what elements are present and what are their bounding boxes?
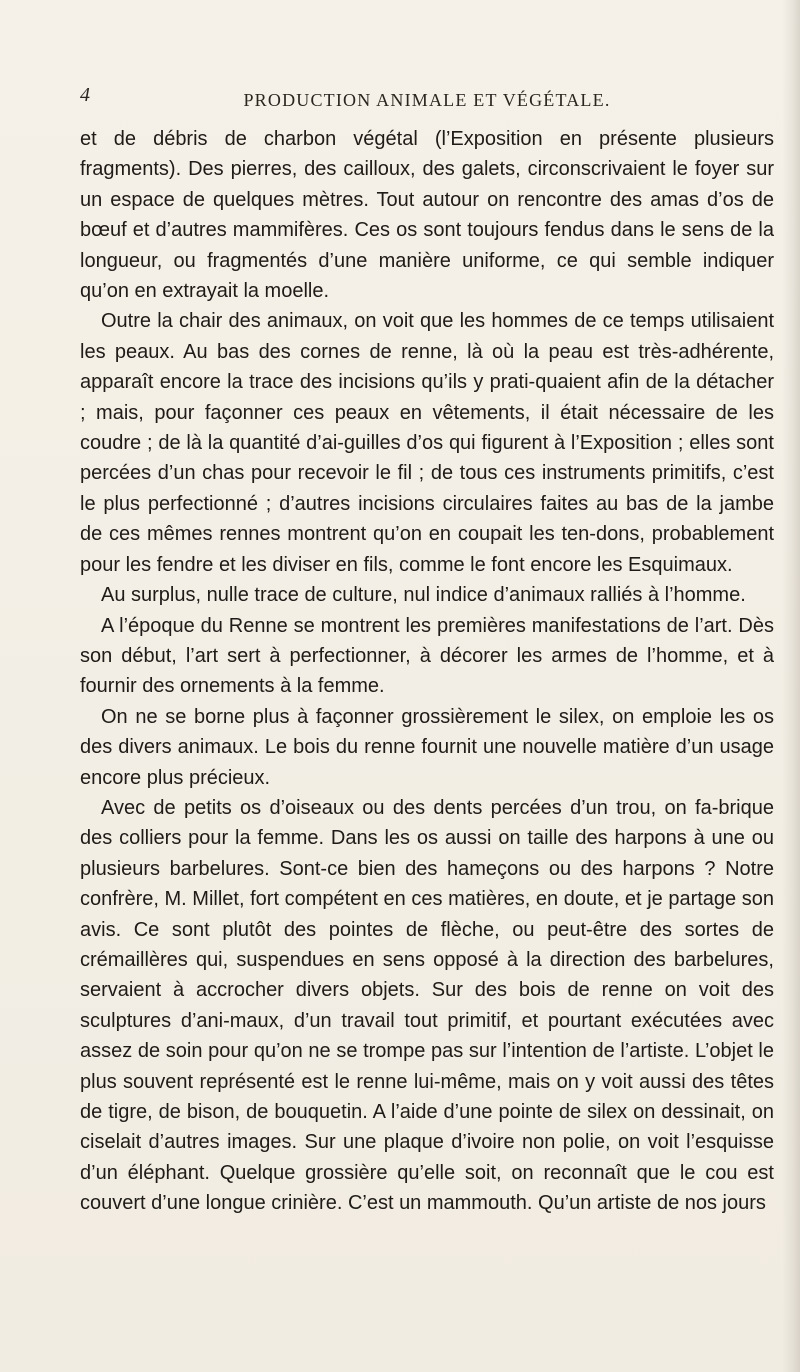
paragraph-4: A l’époque du Renne se montrent les premières manifestations de l’art. Dès son début, l’art sert à perfectionner, à décorer les armes de l’homme, et à fournir des ornements à la femme.: [80, 614, 774, 698]
page-number: 4: [80, 84, 91, 106]
paragraph-3: Au surplus, nulle trace de culture, nul indice d’animaux ralliés à l’homme.: [101, 584, 746, 607]
page-header: [80, 82, 774, 122]
paragraph-6: Avec de petits os d’oiseaux ou des dents percées d’un trou, on fa-brique des colliers pour la femme. Dans les os aussi on taille des harpons à une ou plusieurs barbelures. Sont-ce bien des hameçons ou des harpons ? Notre confrère, M. Millet, fort compétent en ces matières, en doute, et je partage son avis. Ce sont plutôt des pointes de flèche, ou peut-être des sortes de crémaillères qui, suspendues en sens opposé à la direction des barbelures, servaient à accrocher divers objets. Sur des bois de renne on voit des sculptures d’ani-maux, d’un travail tout primitif, et pourtant exécutées avec assez de soin pour qu’on ne se trompe pas sur l’intention de l’artiste. L’objet le plus souvent représenté est le renne lui-même, mais on y voit aussi des têtes de tigre, de bison, de bouquetin. A l’aide d’une pointe de silex on dessinait, on ciselait d’autres images. Sur une plaque d’ivoire non polie, on voit l’esquisse d’un éléphant. Quelque grossière qu’elle soit, on reconnaît que le cou est couvert d’une longue crinière. C’est un mammouth. Qu’un artiste de nos jours: [80, 796, 774, 1215]
running-head: PRODUCTION ANIMALE ET VÉGÉTALE.: [243, 90, 611, 110]
page-edge-shadow: [782, 0, 800, 1372]
paragraph-5: On ne se borne plus à façonner grossièrement le silex, on emploie les os des divers animaux. Le bois du renne fournit une nouvelle matière d’un usage encore plus précieux.: [80, 705, 774, 789]
body-text: [80, 124, 774, 1344]
paragraph-2: Outre la chair des animaux, on voit que les hommes de ce temps utilisaient les peaux. Au bas des cornes de renne, là où la peau est très-adhérente, apparaît encore la trace des incisions qu’ils y prati-quaient afin de la détacher ; mais, pour façonner ces peaux en vêtements, il était nécessaire de les coudre ; de là la quantité d’ai-guilles d’os qui figurent à l’Exposition ; elles sont percées d’un chas pour recevoir le fil ; de tous ces instruments primitifs, c’est le plus perfectionné ; d’autres incisions circulaires faites au bas de la jambe de ces mêmes rennes montrent qu’on en coupait les ten-dons, probablement pour les fendre et les diviser en fils, comme le font encore les Esquimaux.: [80, 310, 774, 576]
paragraph-1: et de débris de charbon végétal (l’Exposition en présente plusieurs fragments). Des pierres, des cailloux, des galets, circonscrivaient le foyer sur un espace de quelques mètres. Tout autour on rencontre des amas d’os de bœuf et d’autres mammifères. Ces os sont toujours fendus dans le sens de la longueur, ou fragmentés d’une manière uniforme, ce qui semble indiquer qu’on en extrayait la moelle.: [80, 128, 774, 303]
